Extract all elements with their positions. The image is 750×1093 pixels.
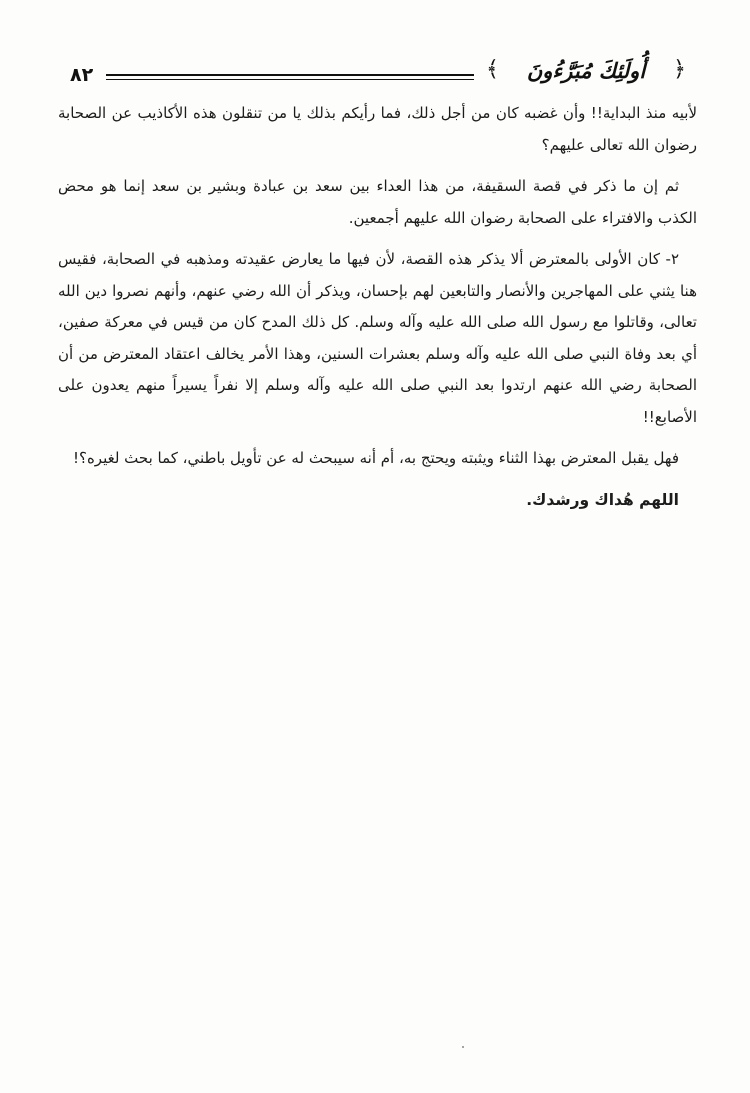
- page-number: ٨٢: [70, 64, 94, 86]
- header-rule: [106, 74, 474, 76]
- scan-speck: [462, 1046, 464, 1048]
- paragraph-1: لأبيه منذ البداية!! وأن غضبه كان من أجل ذلك، فما رأيكم بذلك يا من تنقلون هذه الأكاذيب عن الصحابة رضوان الله تعالى عليهم؟: [58, 104, 697, 154]
- paragraph-4: فهل يقبل المعترض بهذا الثناء ويثبته ويحتج به، أم أنه سيبحث له عن تأويل باطني، كما بحث لغيره؟!: [72, 449, 679, 467]
- running-title-block: [484, 54, 688, 92]
- paragraph-2: ثم إن ما ذكر في قصة السقيفة، من هذا العداء بين سعد بن عبادة وبشير بن سعد إنما هو محض الكذب والافتراء على الصحابة رضوان الله عليهم أجمعين.: [58, 177, 697, 227]
- ornamental-bracket-open: ﴿: [673, 57, 686, 82]
- running-header: [58, 52, 693, 96]
- running-title: أُولَئِكَ مُبَرَّءُونَ: [526, 58, 646, 83]
- closing-prayer: اللهم هُداك ورشدك.: [526, 490, 679, 509]
- header-rule-thin: [106, 79, 474, 80]
- paragraph-3: ٢- كان الأولى بالمعترض ألا يذكر هذه القصة، لأن فيها ما يعارض عقيدته ومذهبه في الصحابة، فقيس هنا يثني على المهاجرين والأنصار والتابعين لهم بإحسان، ويذكر أن الله رضي عنهم، وأنهم نصروا دين الله تعالى، وقاتلوا مع رسول الله صلى الله عليه وآله وسلم. كل ذلك المدح كان من قيس في معركة صفين، أي بعد وفاة النبي صلى الله عليه وآله وسلم بعشرات السنين، وهذا الأمر يخالف اعتقاد المعترض من أن الصحابة رضي الله عنهم ارتدوا بعد النبي صلى الله عليه وآله وسلم إلا نفراً يسيراً منهم يعدون على الأصابع!!: [58, 250, 697, 426]
- body-text: [58, 98, 697, 516]
- ornamental-bracket-close: ﴾: [486, 57, 499, 82]
